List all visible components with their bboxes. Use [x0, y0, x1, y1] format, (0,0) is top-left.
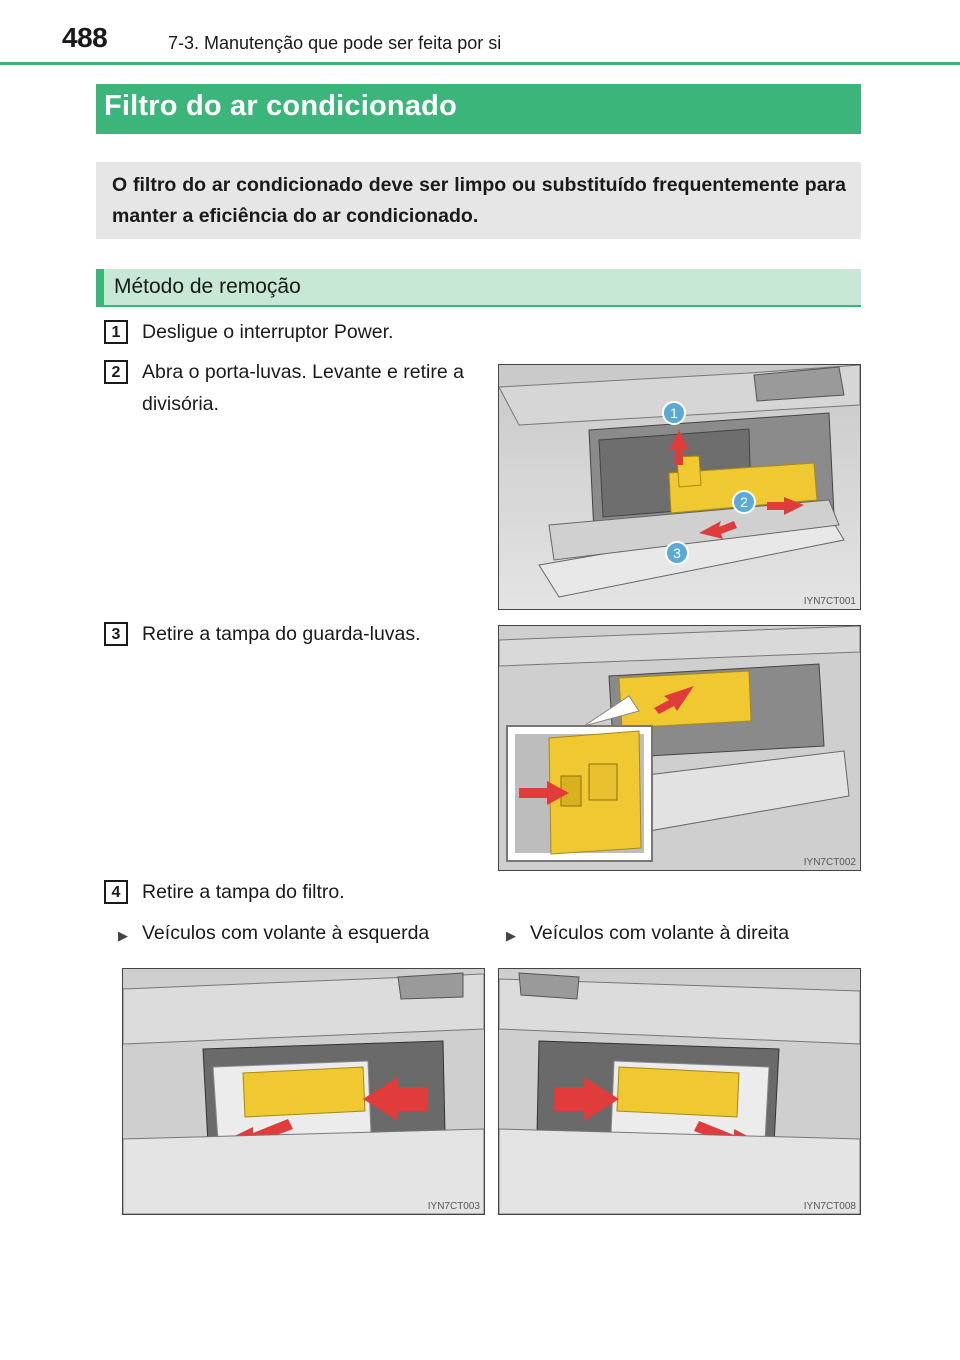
callout-2: 2 [740, 494, 748, 510]
left-hand-drive-illustration [122, 968, 485, 1215]
callout-1: 1 [670, 405, 678, 421]
page-number: 488 [62, 22, 108, 53]
triangle-right-icon: ▶ [118, 928, 128, 943]
step-text-3: Retire a tampa do guarda-luvas. [142, 623, 421, 645]
intro-text: O filtro do ar condicionado deve ser limpo ou substituído frequentemente para manter a eficiência do ar condicionado. [112, 174, 846, 227]
step-badge-3: 3 [104, 622, 128, 646]
step-2-illustration [498, 364, 861, 610]
step-text-2: Abra o porta-luvas. Levante e retire a divisória. [142, 361, 464, 415]
running-head: 7-3. Manutenção que pode ser feita por si [168, 33, 502, 53]
image-code-1: IYN7CT001 [803, 596, 856, 607]
step-3-illustration [498, 625, 861, 871]
section-heading: Método de remoção [114, 275, 301, 298]
step-badge-4: 4 [104, 880, 128, 904]
page-title: Filtro do ar condicionado [104, 90, 457, 122]
section-accent [96, 269, 104, 307]
image-code-2: IYN7CT002 [803, 857, 856, 868]
right-hand-drive-illustration [498, 968, 861, 1215]
callout-3: 3 [673, 545, 681, 561]
step-text-1: Desligue o interruptor Power. [142, 321, 394, 343]
variant-label-left: Veículos com volante à esquerda [142, 922, 430, 944]
triangle-right-icon: ▶ [506, 928, 516, 943]
variant-label-right: Veículos com volante à direita [530, 922, 790, 944]
header-rule [0, 62, 960, 65]
image-code-3: IYN7CT003 [427, 1201, 480, 1212]
step-badge-2: 2 [104, 360, 128, 384]
step-text-4: Retire a tampa do filtro. [142, 881, 345, 903]
image-code-4: IYN7CT008 [803, 1201, 856, 1212]
step-badge-1: 1 [104, 320, 128, 344]
